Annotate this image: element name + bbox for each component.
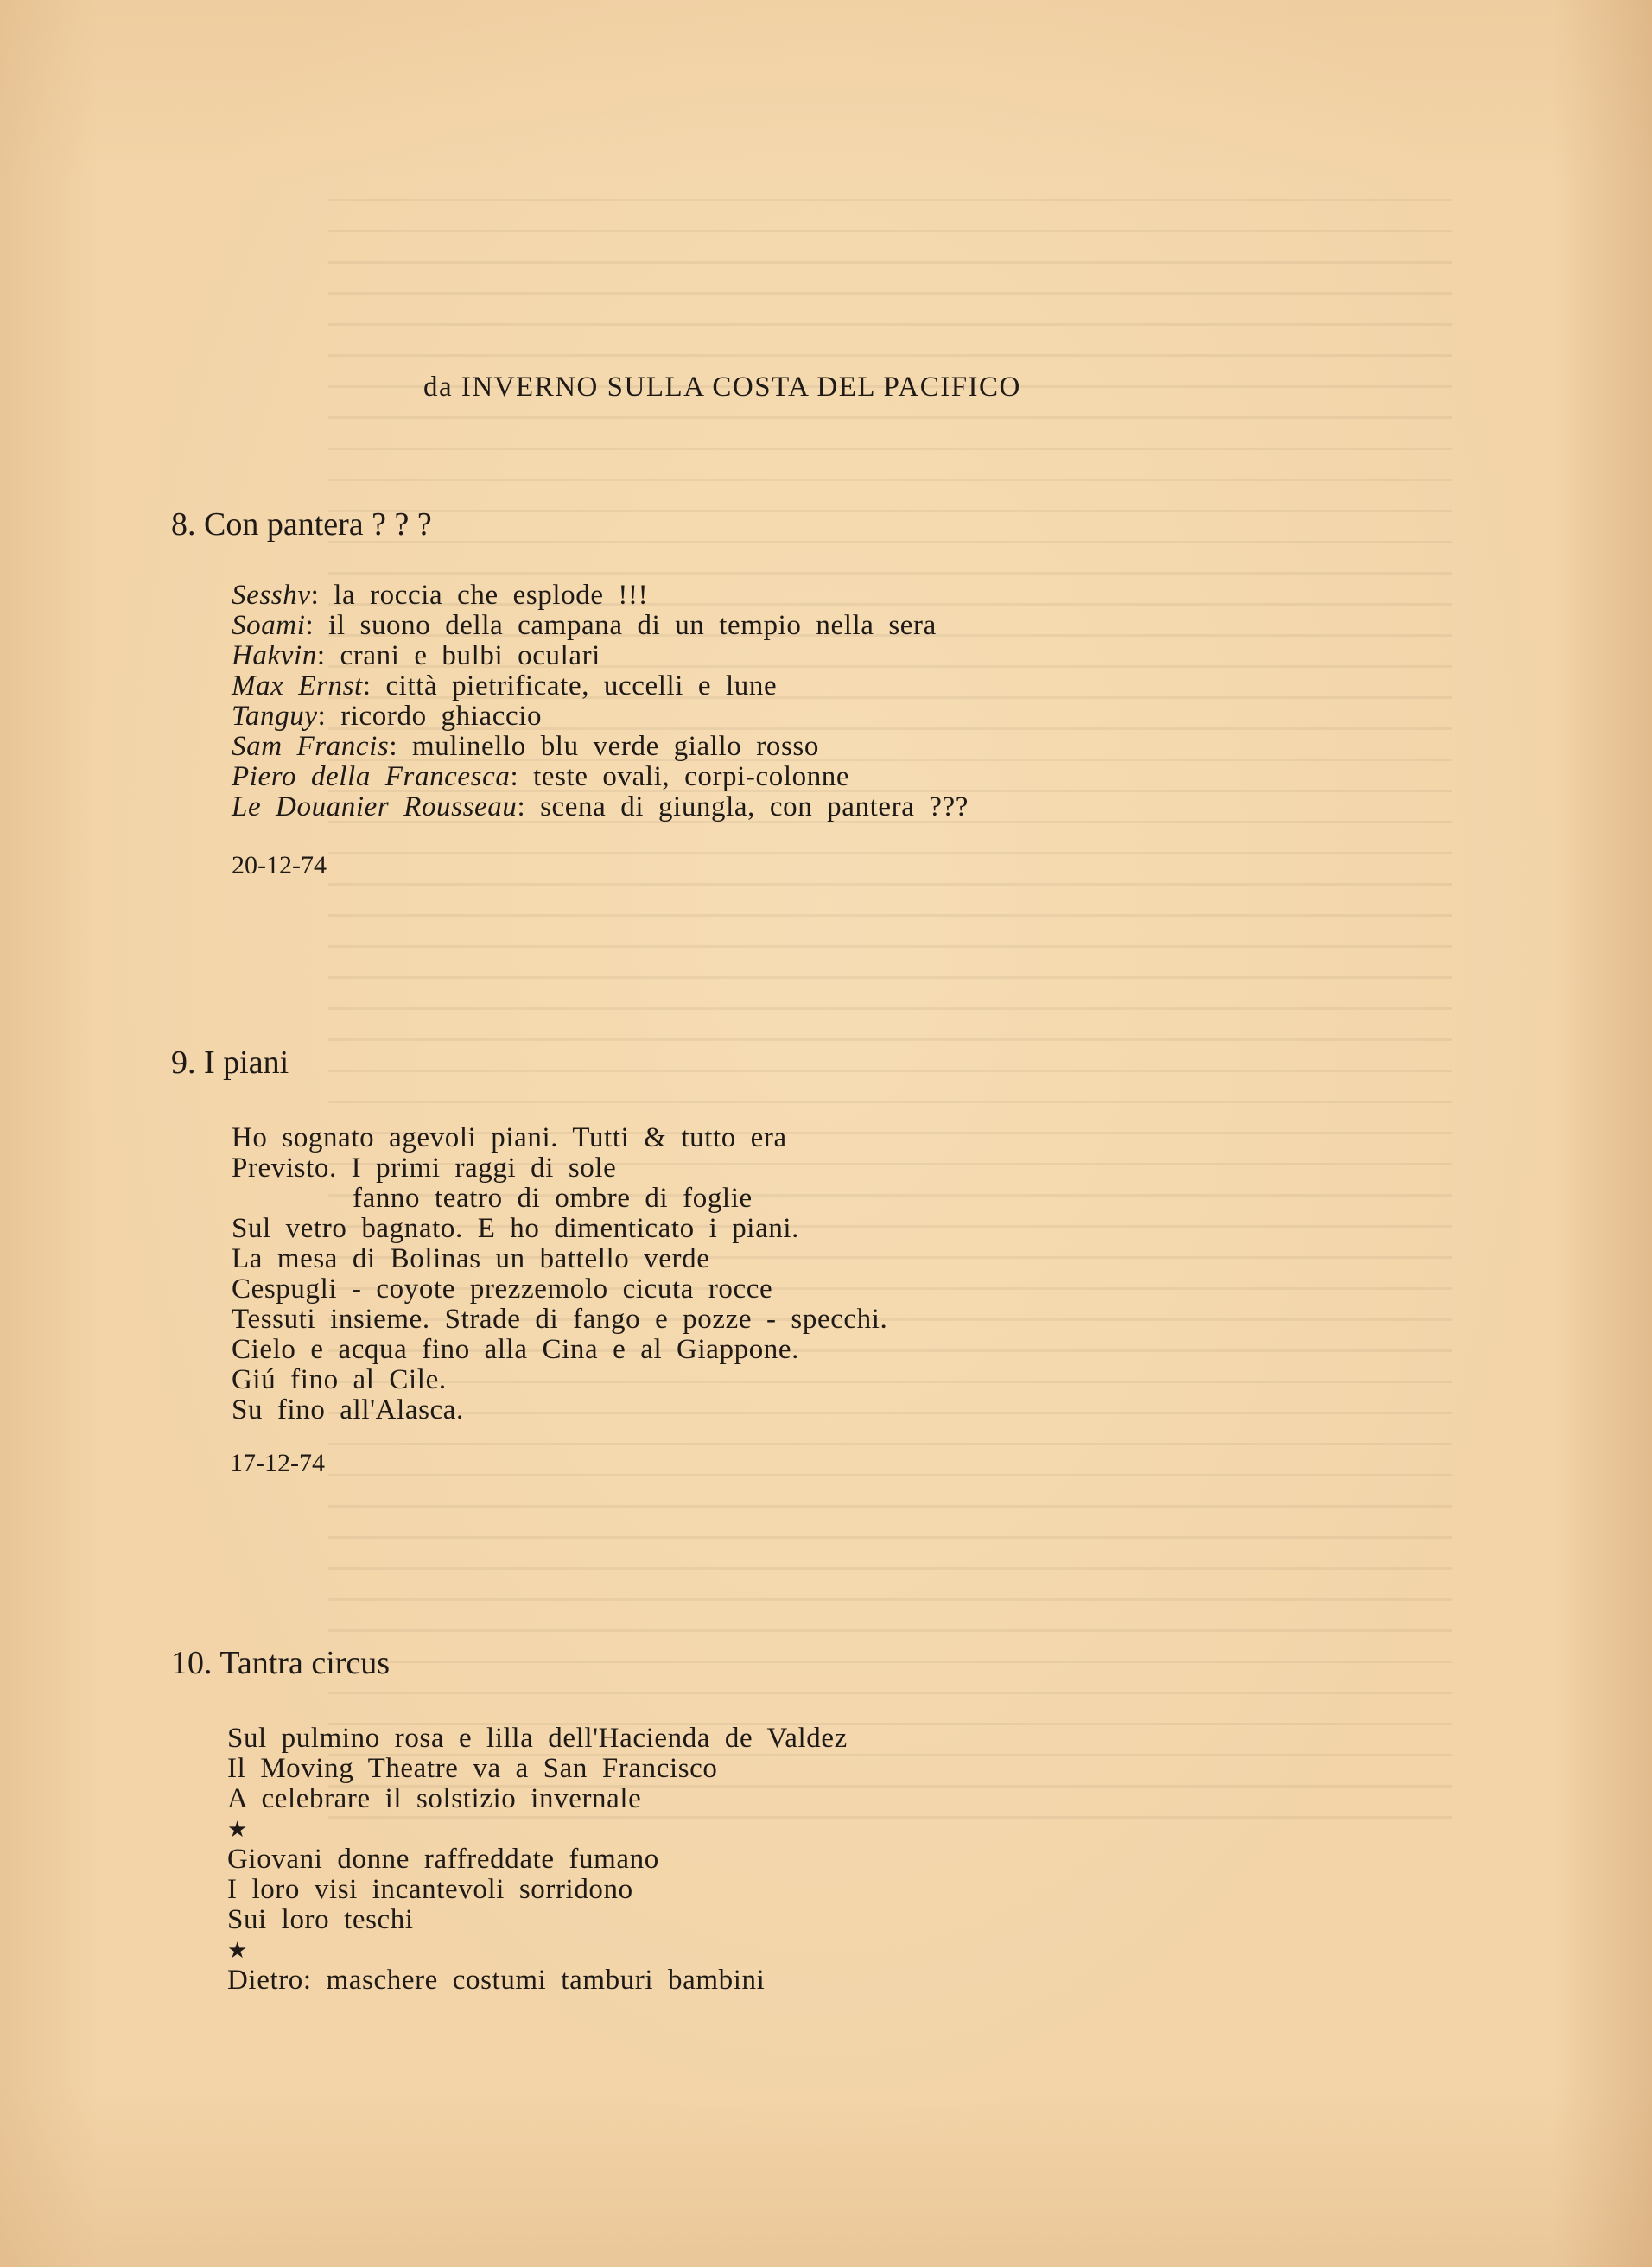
bleed-through-texture [328,199,1452,1840]
poem-line: Giovani donne raffreddate fumano [227,1844,659,1875]
poem-line: Il Moving Theatre va a San Francisco [227,1753,718,1784]
poem-line: Giú fino al Cile. [232,1364,447,1395]
poem-line: Dietro: maschere costumi tamburi bambini [227,1965,766,1996]
section-number: 8. [171,506,196,543]
poem-line: Sui loro teschi [227,1904,414,1935]
section-9-poem [232,1123,887,1426]
section-title-text: I piani [204,1045,289,1081]
poem-line: Sam Francis: mulinello blu verde giallo rosso [232,731,819,762]
poem-line: Soami: il suono della campana di un tempio nella sera [232,610,937,641]
poem-line: Cespugli - coyote prezzemolo cicuta rocce [232,1273,773,1305]
poem-line: Piero della Francesca: teste ovali, corpi-colonne [232,761,850,792]
poem-line: fanno teatro di ombre di foglie [353,1183,753,1214]
section-10-title [171,1644,390,1682]
section-number: 9. [171,1045,196,1081]
section-8-title [171,505,432,543]
poem-line: Cielo e acqua fino alla Cina e al Giappone. [232,1334,800,1365]
section-9-date: 17-12-74 [230,1449,325,1477]
poem-line: Sul pulmino rosa e lilla dell'Hacienda de Valdez [227,1723,848,1754]
star-separator-icon: ★ [227,1817,248,1842]
star-separator-icon: ★ [227,1938,248,1963]
poem-line: Sesshv: la roccia che esplode !!! [232,580,649,611]
section-8-poem [232,581,969,822]
section-9-title [171,1044,289,1082]
poem-line: Tessuti insieme. Strade di fango e pozze - specchi. [232,1304,888,1335]
poem-line: Su fino all'Alasca. [232,1394,464,1426]
poem-line: Previsto. I primi raggi di sole [232,1153,617,1184]
section-8-date: 20-12-74 [232,851,327,879]
poem-line: Hakvin: crani e bulbi oculari [232,640,600,671]
poem-line: Tanguy: ricordo ghiaccio [232,701,543,732]
poem-line: Ho sognato agevoli piani. Tutti & tutto era [232,1122,787,1153]
page-header [423,371,1021,403]
header-title: INVERNO SULLA COSTA DEL PACIFICO [461,371,1021,403]
poem-line: Le Douanier Rousseau: scena di giungla, con pantera ??? [232,791,969,822]
poem-line: I loro visi incantevoli sorridono [227,1874,633,1905]
poem-line: Sul vetro bagnato. E ho dimenticato i piani. [232,1213,800,1244]
section-number: 10. [171,1645,213,1681]
section-title-text: Con pantera ? ? ? [204,506,432,543]
section-10-poem [227,1724,848,1996]
poem-line: Max Ernst: città pietrificate, uccelli e lune [232,670,778,702]
poem-line: A celebrare il solstizio invernale [227,1783,642,1814]
poem-line: La mesa di Bolinas un battello verde [232,1243,710,1274]
section-title-text: Tantra circus [219,1645,391,1681]
header-prefix: da [423,371,454,403]
